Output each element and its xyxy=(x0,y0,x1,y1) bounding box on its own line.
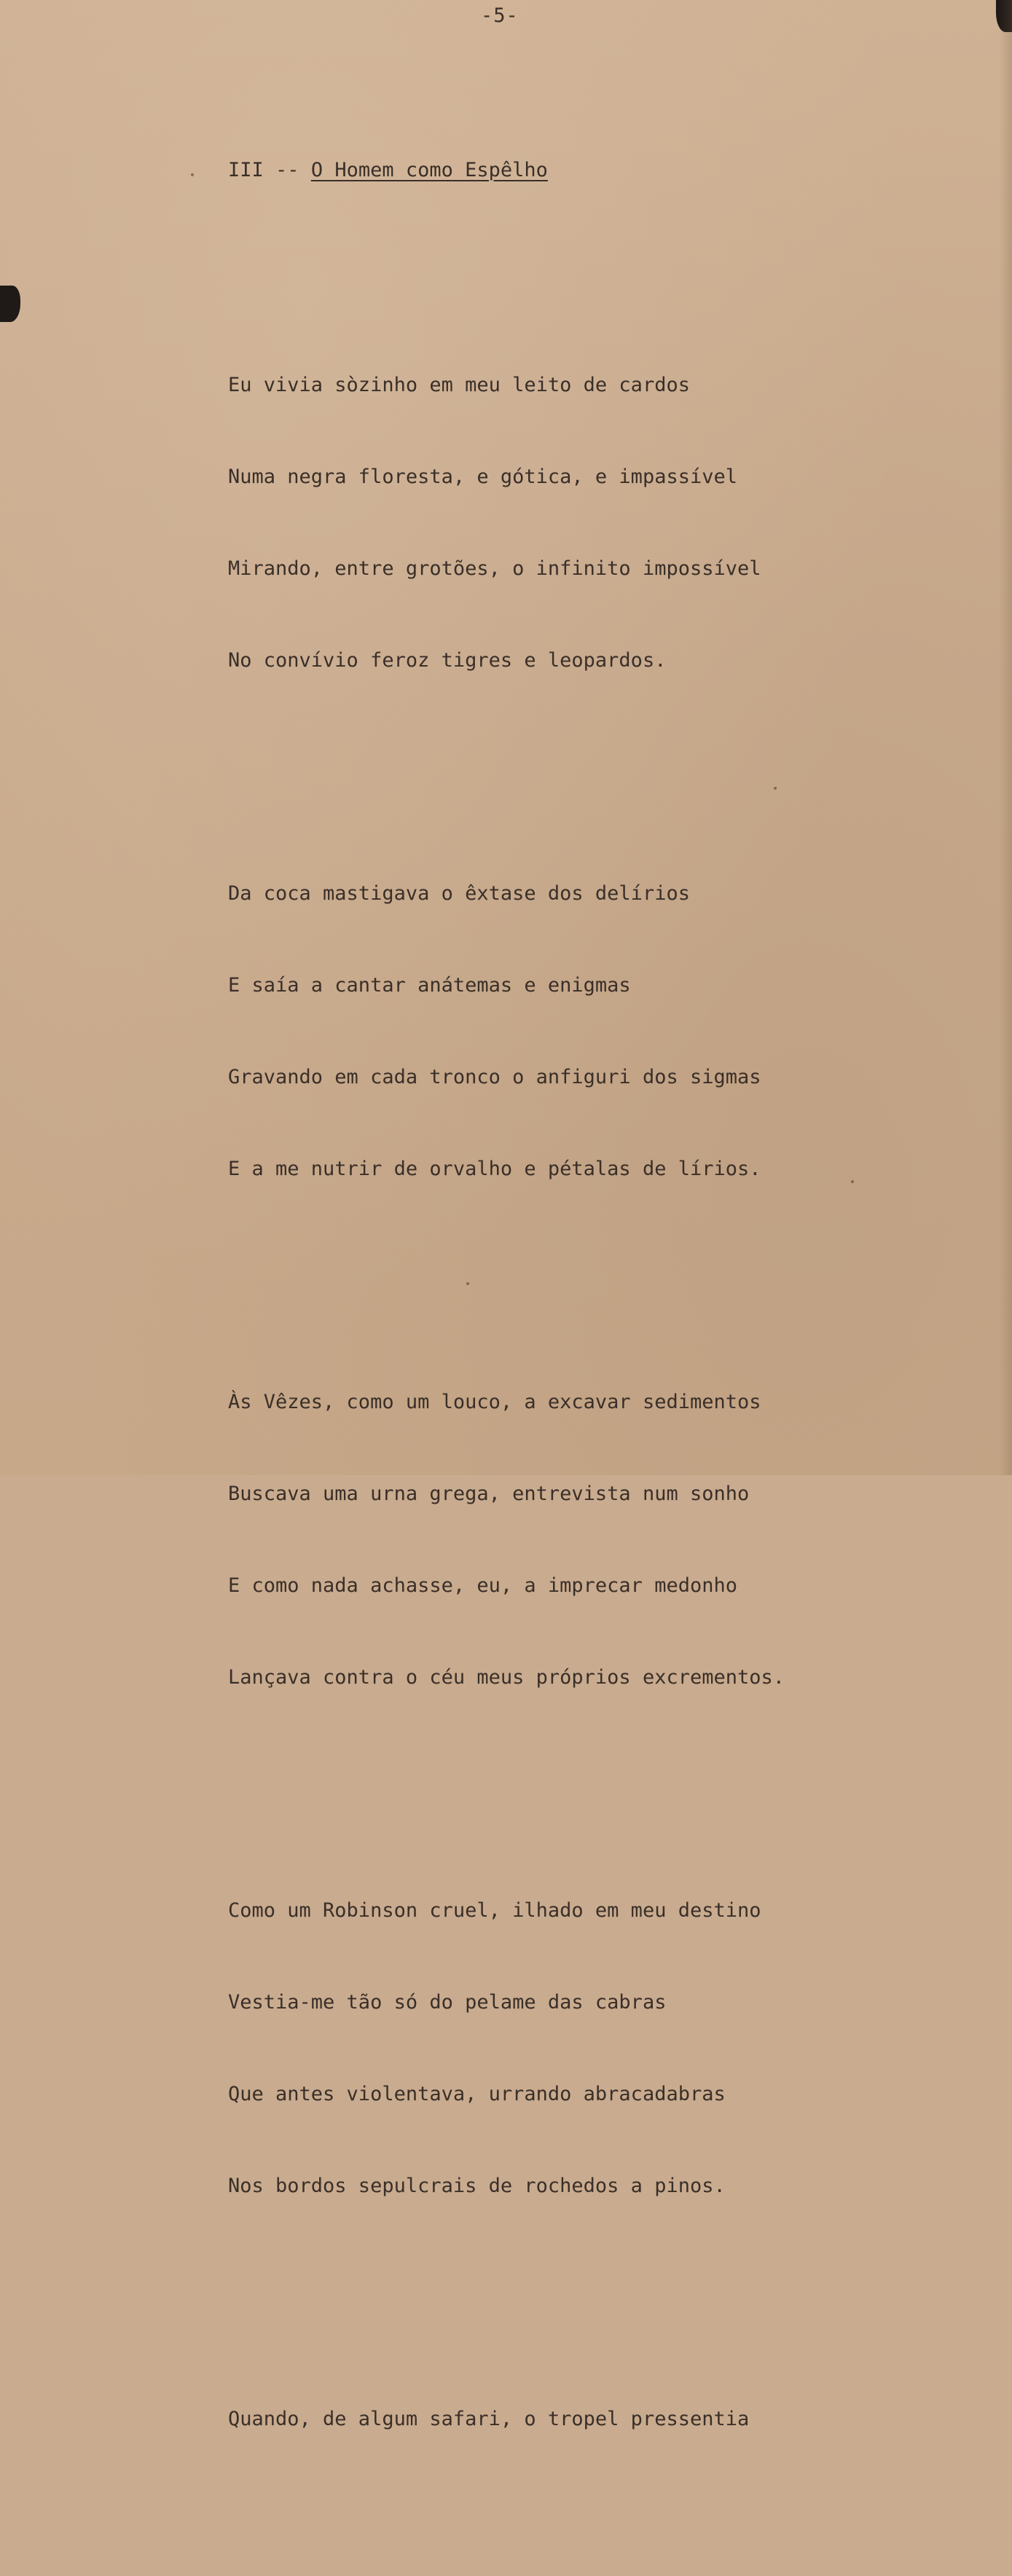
poem-line: Eu vivia sòzinho em meu leito de cardos xyxy=(228,374,690,396)
stanza xyxy=(228,817,785,1246)
poem-line: Nos bordos sepulcrais de rochedos a pinos. xyxy=(228,2175,726,2197)
poem-line: E saía a cantar anátemas e enigmas xyxy=(228,974,631,997)
poem-line: Buscava uma urna grega, entrevista num sonho xyxy=(228,1483,750,1505)
stanza xyxy=(228,1326,785,1754)
poem-line: Às Vêzes, como um louco, a excavar sedimentos xyxy=(228,1391,761,1413)
paper-speck xyxy=(466,1282,469,1285)
paper-speck xyxy=(191,173,194,176)
poem-line: No convívio feroz tigres e leopardos. xyxy=(228,649,667,672)
poem-line: Lançava contra o céu meus próprios excrementos. xyxy=(228,1666,785,1689)
poem-line: Que antes violentava, urrando abracadabras xyxy=(228,2083,726,2105)
stanza xyxy=(228,309,785,737)
poem-line: E a me nutrir de orvalho e pétalas de lírios. xyxy=(228,1158,761,1180)
poem-line: Como um Robinson cruel, ilhado em meu destino xyxy=(228,1899,761,1922)
poem-line: E como nada achasse, eu, a imprecar medonho xyxy=(228,1574,737,1597)
ink-stain xyxy=(0,286,20,322)
poem-line: Numa negra floresta, e gótica, e impassível xyxy=(228,466,737,488)
page-number: -5- xyxy=(481,4,519,27)
poem-body xyxy=(228,248,785,2576)
stanza xyxy=(228,2343,785,2496)
section-title: O Homem como Espêlho xyxy=(310,159,548,181)
poem-line: Quando, de algum safari, o tropel pressentia xyxy=(228,2408,750,2430)
section-numeral: III -- xyxy=(228,159,299,181)
paper-speck xyxy=(851,1180,854,1183)
stanza xyxy=(228,1834,785,2263)
section-heading xyxy=(228,159,548,181)
page-edge-shadow xyxy=(999,0,1012,1475)
poem-line: Mirando, entre grotões, o infinito impossível xyxy=(228,557,761,580)
poem-line: Gravando em cada tronco o anfiguri dos sigmas xyxy=(228,1066,761,1088)
poem-line: Vestia-me tão só do pelame das cabras xyxy=(228,1991,667,2014)
poem-line: Da coca mastigava o êxtase dos delírios xyxy=(228,882,690,905)
paper-speck xyxy=(774,787,777,790)
